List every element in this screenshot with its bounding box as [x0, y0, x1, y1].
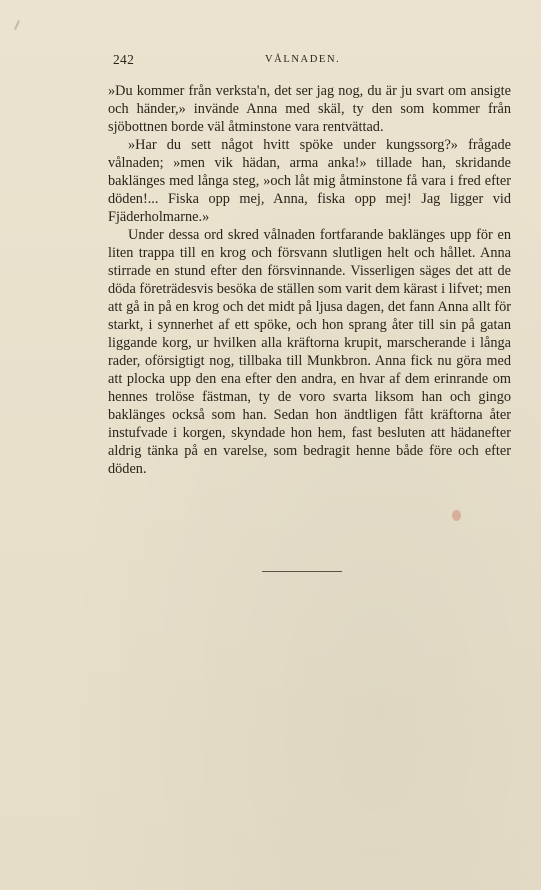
- page-header: [110, 52, 512, 70]
- paragraph: Under dessa ord skred vålnaden fortfarande baklänges upp för en liten trappa till en krog och försvann slutligen helt och hållet. Anna stirrade en stund efter den försvinnande. Visserligen säges det att de döda företrädesvis besöka de ställen som varit dem kärast i lifvet; men att gå in på en krog och det midt på ljusa dagen, det fann Anna allt för starkt, i synnerhet af ett spöke, och hon sprang åter till sin på gatan liggande korg, ur hvilken alla kräftorna krupit, marscherande i långa rader, oförsigtigt nog, tillbaka till Munkbron. Anna fick nu göra med att plocka upp den ena efter den andra, en hvar af dem erinrande om hennes trolöse fästman, ty de voro svarta liksom han och gingo baklänges också som han. Sedan hon ändtligen fått kräftorna åter instufvade i korgen, skyndade hon hem, fast besluten att hädanefter aldrig tänka på en varelse, som bedragit henne både före och efter döden.: [108, 227, 511, 477]
- page-number: 242: [113, 52, 135, 67]
- ink-blot: [452, 510, 461, 521]
- paragraph: »Du kommer från verksta'n, det ser jag nog, du är ju svart om ansigte och händer,» invände Anna med skäl, ty den som kommer från sjöbottnen borde väl åtminstone vara rentvättad.: [108, 83, 511, 135]
- body-text: [108, 82, 511, 478]
- running-head: VÅLNADEN.: [265, 54, 341, 65]
- section-end-rule: [262, 571, 342, 572]
- pencil-mark: [14, 20, 20, 30]
- paragraph: »Har du sett något hvitt spöke under kungssorg?» frågade vålnaden; »men vik hädan, arma anka!» tillade han, skridande baklänges med långa steg, »och låt mig åtminstone få vara i fred efter döden!... Fiska opp mej, Anna, fiska opp mej! Jag ligger vid Fjäderholmarne.»: [108, 137, 511, 225]
